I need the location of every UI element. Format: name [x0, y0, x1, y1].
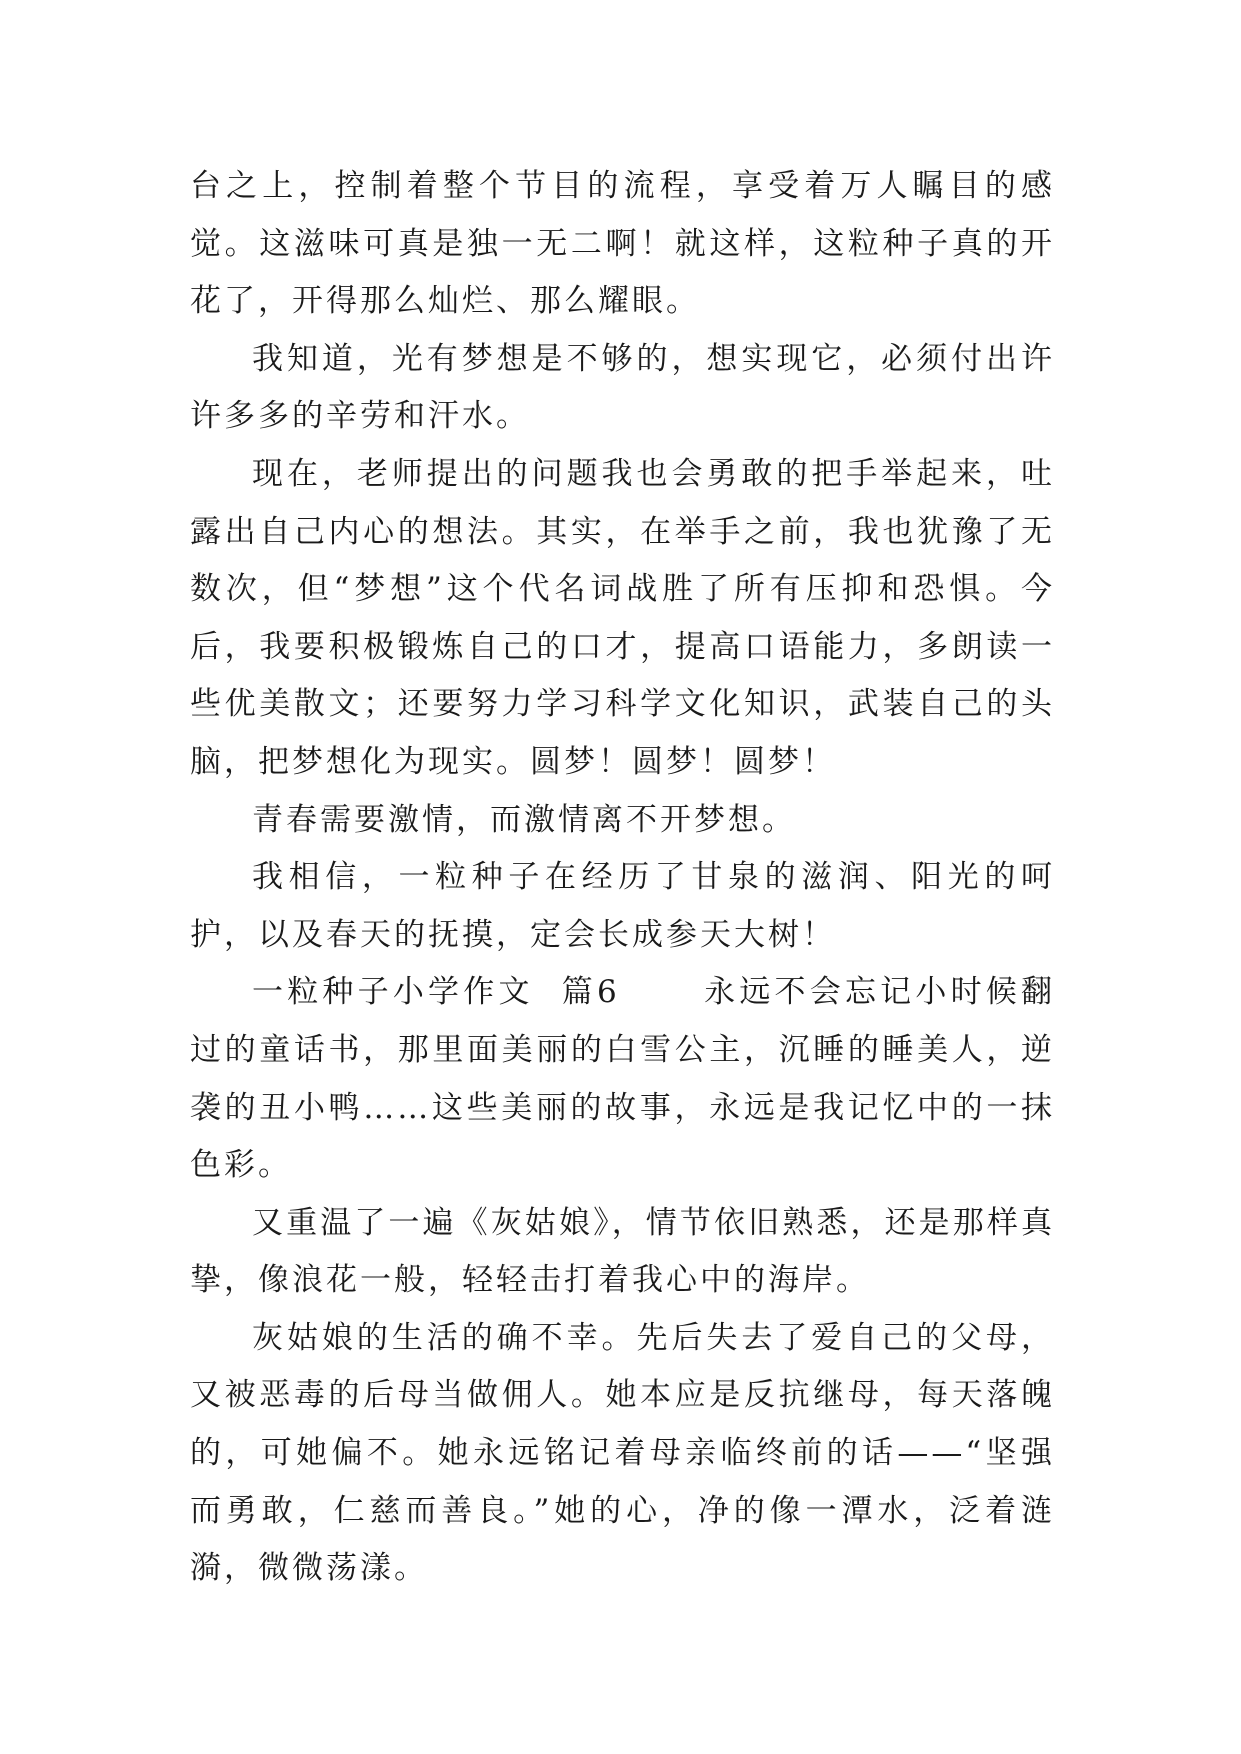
paragraph: 我相信，一粒种子在经历了甘泉的滋润、阳光的呵护，以及春天的抚摸，定会长成参天大树！: [190, 859, 1055, 953]
paragraph: 又重温了一遍《灰姑娘》，情节依旧熟悉，还是那样真挚，像浪花一般，轻轻击打着我心中的海岸。: [190, 1204, 1055, 1299]
paragraph: 青春需要激情，而激情离不开梦想。: [252, 801, 796, 838]
paragraph: 灰姑娘的生活的确不幸。先后失去了爱自己的父母，又被恶毒的后母当做佣人。她本应是反抗继母，每天落魄的，可她偏不。她永远铭记着母亲临终前的话——“坚强而勇敢，仁慈而善良。”她的心，净的像一潭水，泛着涟漪，微微荡漾。: [190, 1319, 1055, 1587]
paragraph: 一粒种子小学作文 篇6 永远不会忘记小时候翻过的童话书，那里面美丽的白雪公主，沉睡的睡美人，逆袭的丑小鸭……这些美丽的故事，永远是我记忆中的一抹色彩。: [190, 974, 1055, 1184]
paragraph: 台之上，控制着整个节目的流程，享受着万人瞩目的感觉。这滋味可真是独一无二啊！就这样，这粒种子真的开花了，开得那么灿烂、那么耀眼。: [190, 168, 1055, 320]
paragraph: 我知道，光有梦想是不够的，想实现它，必须付出许许多多的辛劳和汗水。: [190, 340, 1055, 435]
document-body: [190, 158, 1055, 1598]
paragraph: 现在，老师提出的问题我也会勇敢的把手举起来，吐露出自己内心的想法。其实，在举手之前，我也犹豫了无数次，但“梦想”这个代名词战胜了所有压抑和恐惧。今后，我要积极锻炼自己的口才，提高口语能力，多朗读一些优美散文；还要努力学习科学文化知识，武装自己的头脑，把梦想化为现实。圆梦！圆梦！圆梦！: [190, 455, 1055, 780]
